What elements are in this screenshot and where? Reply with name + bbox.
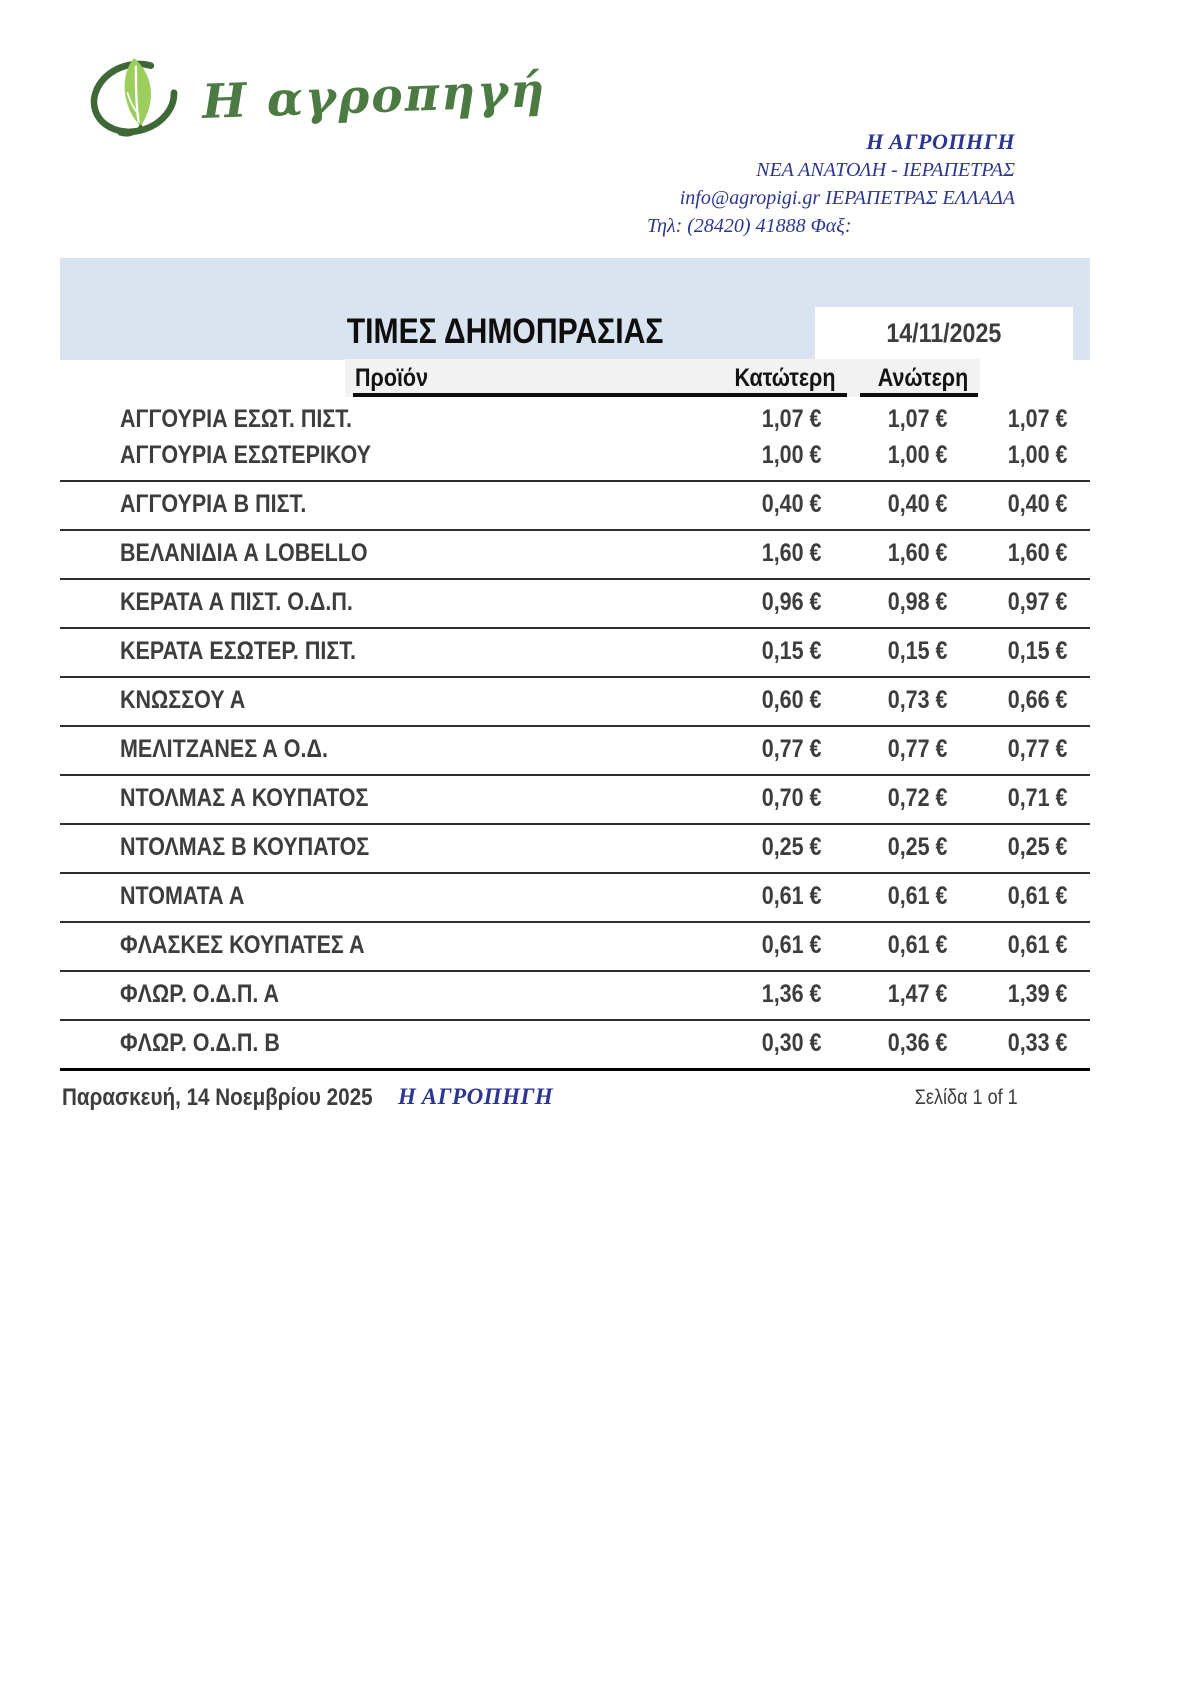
price-max: 0,77 €	[888, 734, 948, 763]
price-min: 1,00 €	[762, 440, 822, 469]
product-name: ΑΓΓΟΥΡΙΑ ΕΣΩΤΕΡΙΚΟΥ	[120, 440, 371, 469]
table-row	[60, 633, 1090, 669]
price-min: 0,40 €	[762, 489, 822, 518]
price-avg: 1,39 €	[1008, 979, 1068, 1008]
price-min: 0,60 €	[762, 685, 822, 714]
footer-company: Η ΑΓΡΟΠΗΓΗ	[398, 1084, 554, 1109]
price-avg: 1,00 €	[1008, 440, 1068, 469]
company-phone: Τηλ: (28420) 41888 Φαξ:	[647, 215, 852, 237]
company-name: Η ΑΓΡΟΠΗΓΗ	[866, 129, 1015, 154]
company-info	[647, 128, 1015, 240]
price-avg: 0,66 €	[1008, 685, 1068, 714]
table-body	[60, 397, 1090, 1071]
product-name: ΒΕΛΑΝΙΔΙΑ Α LOBELLO	[120, 538, 368, 567]
product-name: ΚΕΡΑΤΑ ΕΣΩΤΕΡ. ΠΙΣΤ.	[120, 636, 357, 665]
price-avg: 0,71 €	[1008, 783, 1068, 812]
price-max: 0,25 €	[888, 832, 948, 861]
table-header	[60, 361, 1090, 397]
product-name: ΑΓΓΟΥΡΙΑ ΕΣΩΤ. ΠΙΣΤ.	[120, 404, 352, 433]
price-max: 0,61 €	[888, 881, 948, 910]
company-address: ΝΕΑ ΑΝΑΤΟΛΗ - ΙΕΡΑΠΕΤΡΑΣ	[756, 159, 1015, 181]
table-row	[60, 829, 1090, 865]
product-name: ΝΤΟΛΜΑΣ Α ΚΟΥΠΑΤΟΣ	[120, 783, 369, 812]
product-name: ΦΛΩΡ. Ο.Δ.Π. Α	[120, 979, 280, 1008]
price-max: 0,61 €	[888, 930, 948, 959]
column-header-product: Προϊόν	[355, 364, 429, 392]
price-min: 0,61 €	[762, 930, 822, 959]
price-avg: 0,25 €	[1008, 832, 1068, 861]
row-group	[60, 629, 1090, 678]
footer-date: Παρασκευή, 14 Νοεμβρίου 2025	[62, 1084, 373, 1111]
price-avg: 0,77 €	[1008, 734, 1068, 763]
price-max: 1,00 €	[888, 440, 948, 469]
price-min: 0,77 €	[762, 734, 822, 763]
logo	[82, 48, 546, 144]
company-contact: info@agropigi.gr ΙΕΡΑΠΕΤΡΑΣ ΕΛΛΑΔΑ	[679, 187, 1015, 209]
price-min: 1,36 €	[762, 979, 822, 1008]
price-min: 0,30 €	[762, 1028, 822, 1057]
table-row	[60, 437, 1090, 473]
row-group	[60, 972, 1090, 1021]
price-min: 1,07 €	[762, 404, 822, 433]
product-name: ΜΕΛΙΤΖΑΝΕΣ Α Ο.Δ.	[120, 734, 328, 763]
table-row	[60, 401, 1090, 437]
report-title: ΤΙΜΕΣ ΔΗΜΟΠΡΑΣΙΑΣ	[346, 312, 664, 351]
price-table	[60, 361, 1090, 1071]
row-group	[60, 923, 1090, 972]
price-avg: 0,61 €	[1008, 881, 1068, 910]
table-row	[60, 878, 1090, 914]
price-avg: 0,33 €	[1008, 1028, 1068, 1057]
product-name: ΚΕΡΑΤΑ Α ΠΙΣΤ. Ο.Δ.Π.	[120, 587, 353, 616]
row-group	[60, 397, 1090, 482]
column-header-max: Ανώτερη	[877, 364, 968, 392]
report-date-box	[815, 307, 1073, 360]
table-row	[60, 780, 1090, 816]
price-max: 0,40 €	[888, 489, 948, 518]
price-avg: 1,07 €	[1008, 404, 1068, 433]
table-row	[60, 731, 1090, 767]
price-min: 0,25 €	[762, 832, 822, 861]
footer-page-number: Σελίδα 1 of 1	[915, 1086, 1018, 1109]
price-avg: 0,15 €	[1008, 636, 1068, 665]
product-name: ΝΤΟΜΑΤΑ Α	[120, 881, 245, 910]
header-underline	[353, 393, 847, 397]
row-group	[60, 678, 1090, 727]
table-row	[60, 976, 1090, 1012]
column-header-min: Κατώτερη	[733, 364, 835, 392]
row-group	[60, 482, 1090, 531]
brand-script-text: Η αγροπηγή	[201, 62, 548, 130]
price-avg: 1,60 €	[1008, 538, 1068, 567]
table-row	[60, 927, 1090, 963]
price-max: 1,07 €	[888, 404, 948, 433]
price-max: 1,47 €	[888, 979, 948, 1008]
price-avg: 0,40 €	[1008, 489, 1068, 518]
table-row	[60, 1025, 1090, 1061]
product-name: ΦΛΩΡ. Ο.Δ.Π. Β	[120, 1028, 280, 1057]
price-avg: 0,61 €	[1008, 930, 1068, 959]
price-max: 0,36 €	[888, 1028, 948, 1057]
price-max: 0,72 €	[888, 783, 948, 812]
header-underline	[860, 393, 978, 397]
price-min: 1,60 €	[762, 538, 822, 567]
product-name: ΝΤΟΛΜΑΣ Β ΚΟΥΠΑΤΟΣ	[120, 832, 370, 861]
table-row	[60, 486, 1090, 522]
report-date: 14/11/2025	[886, 318, 1002, 348]
price-min: 0,96 €	[762, 587, 822, 616]
row-group	[60, 580, 1090, 629]
row-group	[60, 531, 1090, 580]
row-group	[60, 776, 1090, 825]
row-group	[60, 1021, 1090, 1071]
price-max: 0,15 €	[888, 636, 948, 665]
table-row	[60, 535, 1090, 571]
row-group	[60, 825, 1090, 874]
page-footer	[60, 1084, 1090, 1114]
price-max: 1,60 €	[888, 538, 948, 567]
leaf-logo-icon	[82, 48, 186, 144]
product-name: ΚΝΩΣΣΟΥ Α	[120, 685, 246, 714]
table-row	[60, 682, 1090, 718]
price-min: 0,70 €	[762, 783, 822, 812]
price-min: 0,61 €	[762, 881, 822, 910]
price-min: 0,15 €	[762, 636, 822, 665]
row-group	[60, 874, 1090, 923]
price-max: 0,73 €	[888, 685, 948, 714]
table-row	[60, 584, 1090, 620]
price-avg: 0,97 €	[1008, 587, 1068, 616]
title-banner	[60, 258, 1090, 360]
price-max: 0,98 €	[888, 587, 948, 616]
row-group	[60, 727, 1090, 776]
product-name: ΑΓΓΟΥΡΙΑ Β ΠΙΣΤ.	[120, 489, 307, 518]
product-name: ΦΛΑΣΚΕΣ ΚΟΥΠΑΤΕΣ Α	[120, 930, 365, 959]
